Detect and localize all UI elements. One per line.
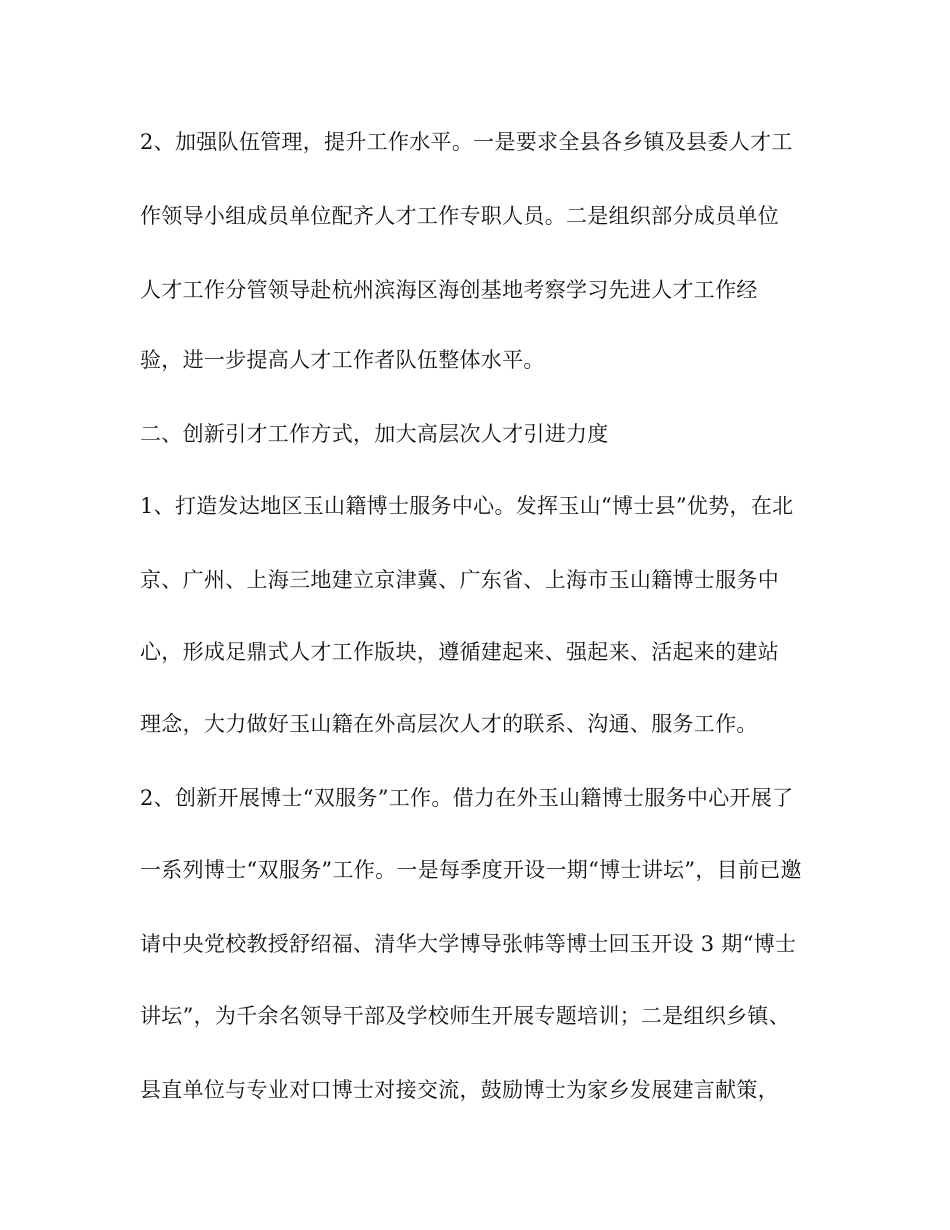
text-line: 理念，大力做好玉山籍在外高层次人才的联系、沟通、服务工作。 bbox=[140, 712, 758, 736]
text-line: 2、加强队伍管理，提升工作水平。一是要求全县各乡镇及县委人才工 bbox=[140, 130, 793, 154]
text-line: 验，进一步提高人才工作者队伍整体水平。 bbox=[140, 348, 545, 372]
section-heading: 二、创新引才工作方式，加大高层次人才引进力度 bbox=[140, 422, 609, 446]
text-line: 作领导小组成员单位配齐人才工作专职人员。二是组织部分成员单位 bbox=[140, 204, 779, 228]
text-line: 一系列博士“双服务”工作。一是每季度开设一期“博士讲坛”，目前已邀 bbox=[140, 858, 802, 882]
text-line: 人才工作分管领导赴杭州滨海区海创基地考察学习先进人才工作经 bbox=[140, 278, 758, 302]
text-line: 1、打造发达地区玉山籍博士服务中心。发挥玉山“博士县”优势，在北 bbox=[140, 494, 794, 518]
text-line: 心，形成足鼎式人才工作版块，遵循建起来、强起来、活起来的建站 bbox=[140, 640, 779, 664]
text-line: 请中央党校教授舒绍福、清华大学博导张帏等博士回玉开设 3 期“博士 bbox=[140, 932, 797, 956]
text-line: 京、广州、上海三地建立京津冀、广东省、上海市玉山籍博士服务中 bbox=[140, 568, 779, 592]
text-line: 县直单位与专业对口博士对接交流，鼓励博士为家乡发展建言献策， bbox=[140, 1078, 779, 1102]
text-line: 讲坛”，为千余名领导干部及学校师生开展专题培训；二是组织乡镇、 bbox=[140, 1004, 791, 1028]
text-line: 2、创新开展博士“双服务”工作。借力在外玉山籍博士服务中心开展了 bbox=[140, 786, 794, 810]
